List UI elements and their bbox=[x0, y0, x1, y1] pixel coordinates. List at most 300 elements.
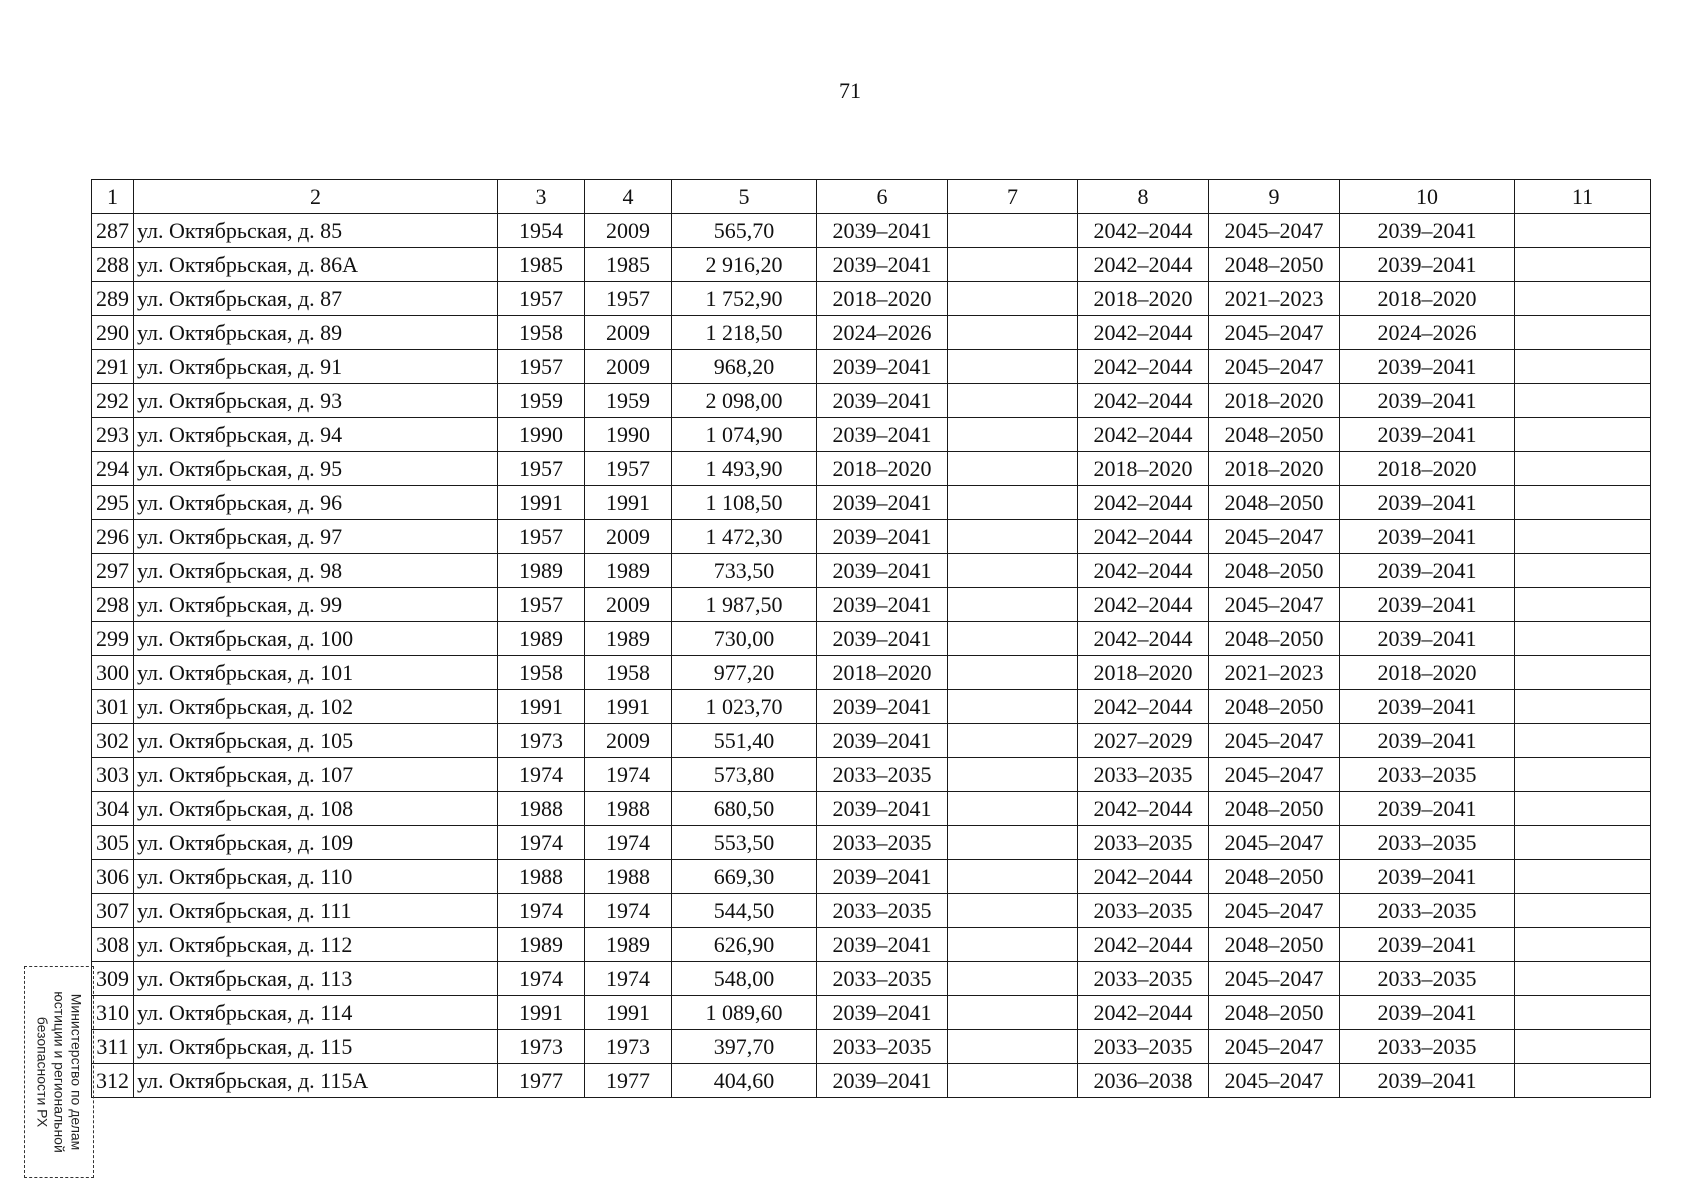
table-cell bbox=[1515, 350, 1651, 384]
number-cell: 298 bbox=[92, 588, 134, 622]
table-cell: 1974 bbox=[585, 894, 672, 928]
table-cell: 2033–2035 bbox=[1340, 894, 1515, 928]
table-cell: 2033–2035 bbox=[1340, 826, 1515, 860]
table-cell: 2039–2041 bbox=[817, 1064, 948, 1098]
table-cell: 1 023,70 bbox=[672, 690, 817, 724]
table-cell: 8 bbox=[1078, 180, 1209, 214]
address-cell: ул. Октябрьская, д. 97 bbox=[134, 520, 498, 554]
table-row bbox=[92, 316, 1651, 350]
table-cell: 2039–2041 bbox=[817, 996, 948, 1030]
table-cell: 2039–2041 bbox=[1340, 520, 1515, 554]
number-cell: 301 bbox=[92, 690, 134, 724]
table-cell: 1 493,90 bbox=[672, 452, 817, 486]
table-row bbox=[92, 928, 1651, 962]
table-cell: 1959 bbox=[585, 384, 672, 418]
table-cell bbox=[948, 928, 1078, 962]
table-cell: 1985 bbox=[585, 248, 672, 282]
table-cell: 1974 bbox=[498, 894, 585, 928]
table-row bbox=[92, 690, 1651, 724]
table-row bbox=[92, 860, 1651, 894]
number-cell: 307 bbox=[92, 894, 134, 928]
table-cell: 2045–2047 bbox=[1209, 724, 1340, 758]
table-row bbox=[92, 554, 1651, 588]
table-cell bbox=[948, 860, 1078, 894]
table-cell: 1974 bbox=[585, 758, 672, 792]
table-cell bbox=[1515, 520, 1651, 554]
table-cell: 2048–2050 bbox=[1209, 418, 1340, 452]
table-cell bbox=[1515, 452, 1651, 486]
table-cell: 553,50 bbox=[672, 826, 817, 860]
table-cell: 2042–2044 bbox=[1078, 792, 1209, 826]
table-cell: 2009 bbox=[585, 214, 672, 248]
table-cell bbox=[1515, 928, 1651, 962]
table-row bbox=[92, 486, 1651, 520]
table-cell: 2033–2035 bbox=[1340, 758, 1515, 792]
number-cell: 309 bbox=[92, 962, 134, 996]
table-row bbox=[92, 894, 1651, 928]
table-row bbox=[92, 214, 1651, 248]
table-cell: 1991 bbox=[498, 690, 585, 724]
table-cell: 2039–2041 bbox=[817, 486, 948, 520]
table-row bbox=[92, 792, 1651, 826]
table-cell: 2039–2041 bbox=[1340, 418, 1515, 452]
table-cell: 1974 bbox=[498, 826, 585, 860]
table-cell: 1989 bbox=[585, 622, 672, 656]
number-cell: 300 bbox=[92, 656, 134, 690]
address-cell: ул. Октябрьская, д. 114 bbox=[134, 996, 498, 1030]
table-cell: 2009 bbox=[585, 316, 672, 350]
table-cell: 1958 bbox=[498, 656, 585, 690]
table-cell: 2042–2044 bbox=[1078, 350, 1209, 384]
table-cell: 544,50 bbox=[672, 894, 817, 928]
table-cell bbox=[948, 996, 1078, 1030]
table-cell: 1988 bbox=[498, 860, 585, 894]
table-cell: 1989 bbox=[498, 622, 585, 656]
table-cell bbox=[948, 1030, 1078, 1064]
address-cell: ул. Октябрьская, д. 115 bbox=[134, 1030, 498, 1064]
table-cell: 2045–2047 bbox=[1209, 826, 1340, 860]
table-row bbox=[92, 656, 1651, 690]
ministry-stamp bbox=[24, 966, 94, 1178]
table-cell: 2033–2035 bbox=[1078, 758, 1209, 792]
table-cell bbox=[948, 520, 1078, 554]
table-cell: 6 bbox=[817, 180, 948, 214]
table-cell: 2048–2050 bbox=[1209, 248, 1340, 282]
number-cell: 1 bbox=[92, 180, 134, 214]
table-cell bbox=[948, 350, 1078, 384]
table-cell: 2027–2029 bbox=[1078, 724, 1209, 758]
table-cell bbox=[1515, 1030, 1651, 1064]
table-cell: 2021–2023 bbox=[1209, 656, 1340, 690]
table-cell: 2018–2020 bbox=[1078, 452, 1209, 486]
table-cell bbox=[1515, 384, 1651, 418]
table-cell bbox=[948, 962, 1078, 996]
table-cell: 2024–2026 bbox=[1340, 316, 1515, 350]
table-cell: 2039–2041 bbox=[1340, 554, 1515, 588]
table-cell bbox=[948, 248, 1078, 282]
table-cell: 1 472,30 bbox=[672, 520, 817, 554]
table-cell: 2 098,00 bbox=[672, 384, 817, 418]
table-cell: 2039–2041 bbox=[1340, 350, 1515, 384]
table-cell: 1958 bbox=[498, 316, 585, 350]
table-cell: 2039–2041 bbox=[817, 860, 948, 894]
table-cell: 2042–2044 bbox=[1078, 928, 1209, 962]
address-cell: ул. Октябрьская, д. 113 bbox=[134, 962, 498, 996]
table-cell: 1957 bbox=[498, 282, 585, 316]
table-cell: 2009 bbox=[585, 520, 672, 554]
address-cell: ул. Октябрьская, д. 110 bbox=[134, 860, 498, 894]
table-row bbox=[92, 384, 1651, 418]
table-cell: 1957 bbox=[498, 350, 585, 384]
table-cell: 1 987,50 bbox=[672, 588, 817, 622]
table-cell: 2042–2044 bbox=[1078, 860, 1209, 894]
table-cell bbox=[948, 384, 1078, 418]
table-cell: 1991 bbox=[585, 690, 672, 724]
stamp-line: юстиции и региональной bbox=[51, 991, 68, 1153]
table-cell bbox=[1515, 792, 1651, 826]
table-cell: 680,50 bbox=[672, 792, 817, 826]
table-cell: 2039–2041 bbox=[1340, 588, 1515, 622]
table-cell bbox=[948, 1064, 1078, 1098]
table-cell: 2009 bbox=[585, 724, 672, 758]
table-cell: 397,70 bbox=[672, 1030, 817, 1064]
table-cell: 2 bbox=[134, 180, 498, 214]
number-cell: 289 bbox=[92, 282, 134, 316]
table-cell: 2042–2044 bbox=[1078, 214, 1209, 248]
table-cell: 1988 bbox=[498, 792, 585, 826]
table-cell: 2042–2044 bbox=[1078, 418, 1209, 452]
table-cell: 2039–2041 bbox=[817, 350, 948, 384]
table-row bbox=[92, 452, 1651, 486]
stamp-line: безопасности РХ bbox=[34, 1016, 51, 1128]
table-cell: 2033–2035 bbox=[1340, 962, 1515, 996]
table-cell: 2039–2041 bbox=[1340, 996, 1515, 1030]
address-cell: ул. Октябрьская, д. 102 bbox=[134, 690, 498, 724]
table-cell: 1974 bbox=[585, 962, 672, 996]
table-cell: 573,80 bbox=[672, 758, 817, 792]
table-cell: 2045–2047 bbox=[1209, 316, 1340, 350]
number-cell: 303 bbox=[92, 758, 134, 792]
number-cell: 297 bbox=[92, 554, 134, 588]
table-cell: 11 bbox=[1515, 180, 1651, 214]
table-cell: 1991 bbox=[498, 486, 585, 520]
table-cell: 730,00 bbox=[672, 622, 817, 656]
table-cell: 2039–2041 bbox=[1340, 622, 1515, 656]
address-cell: ул. Октябрьская, д. 101 bbox=[134, 656, 498, 690]
table-cell bbox=[1515, 588, 1651, 622]
table-cell: 4 bbox=[585, 180, 672, 214]
table-cell: 3 bbox=[498, 180, 585, 214]
table-row bbox=[92, 248, 1651, 282]
table-cell: 2 916,20 bbox=[672, 248, 817, 282]
table-cell: 1 218,50 bbox=[672, 316, 817, 350]
table-cell: 2018–2020 bbox=[817, 282, 948, 316]
table-cell: 2039–2041 bbox=[817, 248, 948, 282]
table-cell: 9 bbox=[1209, 180, 1340, 214]
table-cell bbox=[948, 724, 1078, 758]
table-cell: 2042–2044 bbox=[1078, 588, 1209, 622]
table-cell bbox=[948, 554, 1078, 588]
table-cell bbox=[1515, 962, 1651, 996]
table-cell: 10 bbox=[1340, 180, 1515, 214]
table-cell: 2039–2041 bbox=[1340, 214, 1515, 248]
table-cell bbox=[1515, 486, 1651, 520]
table-cell: 2033–2035 bbox=[817, 962, 948, 996]
table-cell: 2033–2035 bbox=[1078, 962, 1209, 996]
table-cell bbox=[1515, 214, 1651, 248]
table-cell bbox=[948, 758, 1078, 792]
table-cell: 1957 bbox=[585, 452, 672, 486]
table-cell: 1974 bbox=[498, 962, 585, 996]
table-cell: 1959 bbox=[498, 384, 585, 418]
table-cell: 1957 bbox=[498, 452, 585, 486]
table-row bbox=[92, 758, 1651, 792]
table-cell: 2039–2041 bbox=[817, 724, 948, 758]
address-cell: ул. Октябрьская, д. 85 bbox=[134, 214, 498, 248]
table-cell: 1973 bbox=[498, 724, 585, 758]
table-cell: 2042–2044 bbox=[1078, 690, 1209, 724]
number-cell: 312 bbox=[92, 1064, 134, 1098]
table-cell: 2018–2020 bbox=[817, 656, 948, 690]
table-cell: 626,90 bbox=[672, 928, 817, 962]
address-cell: ул. Октябрьская, д. 91 bbox=[134, 350, 498, 384]
table-cell bbox=[948, 486, 1078, 520]
header-row bbox=[92, 180, 1651, 214]
table-cell: 2033–2035 bbox=[1078, 1030, 1209, 1064]
number-cell: 295 bbox=[92, 486, 134, 520]
table-cell: 1991 bbox=[585, 486, 672, 520]
table-cell bbox=[1515, 282, 1651, 316]
table-cell bbox=[1515, 826, 1651, 860]
table-cell: 2009 bbox=[585, 588, 672, 622]
table-cell bbox=[1515, 758, 1651, 792]
table-cell: 977,20 bbox=[672, 656, 817, 690]
table-cell: 1989 bbox=[585, 928, 672, 962]
number-cell: 292 bbox=[92, 384, 134, 418]
table-row bbox=[92, 622, 1651, 656]
number-cell: 291 bbox=[92, 350, 134, 384]
number-cell: 296 bbox=[92, 520, 134, 554]
table-row bbox=[92, 724, 1651, 758]
table-cell: 1989 bbox=[498, 928, 585, 962]
table-cell bbox=[948, 214, 1078, 248]
table-cell: 968,20 bbox=[672, 350, 817, 384]
table-cell: 2018–2020 bbox=[1209, 452, 1340, 486]
table-cell: 2039–2041 bbox=[817, 418, 948, 452]
table-cell: 2033–2035 bbox=[1078, 826, 1209, 860]
table-cell: 2048–2050 bbox=[1209, 792, 1340, 826]
table-cell: 1989 bbox=[498, 554, 585, 588]
table-cell: 2009 bbox=[585, 350, 672, 384]
table-cell: 548,00 bbox=[672, 962, 817, 996]
table-cell: 2042–2044 bbox=[1078, 520, 1209, 554]
table-cell: 669,30 bbox=[672, 860, 817, 894]
table-cell bbox=[1515, 1064, 1651, 1098]
table-cell: 2042–2044 bbox=[1078, 384, 1209, 418]
table-cell: 2039–2041 bbox=[817, 622, 948, 656]
table-cell: 1977 bbox=[585, 1064, 672, 1098]
address-cell: ул. Октябрьская, д. 112 bbox=[134, 928, 498, 962]
table-cell: 2042–2044 bbox=[1078, 486, 1209, 520]
table-cell: 2018–2020 bbox=[1078, 656, 1209, 690]
table-cell: 2045–2047 bbox=[1209, 350, 1340, 384]
number-cell: 304 bbox=[92, 792, 134, 826]
table-cell: 2048–2050 bbox=[1209, 928, 1340, 962]
table-cell: 2039–2041 bbox=[817, 928, 948, 962]
table-body bbox=[92, 180, 1651, 1098]
table-cell: 2045–2047 bbox=[1209, 588, 1340, 622]
table-cell: 1957 bbox=[585, 282, 672, 316]
table-cell: 2039–2041 bbox=[1340, 486, 1515, 520]
table-cell: 2045–2047 bbox=[1209, 214, 1340, 248]
table-row bbox=[92, 1064, 1651, 1098]
table-cell: 2039–2041 bbox=[1340, 690, 1515, 724]
table-cell bbox=[1515, 894, 1651, 928]
stamp-line: Министерство по делам bbox=[68, 993, 85, 1151]
address-cell: ул. Октябрьская, д. 108 bbox=[134, 792, 498, 826]
table-cell bbox=[948, 656, 1078, 690]
address-cell: ул. Октябрьская, д. 100 bbox=[134, 622, 498, 656]
table-cell: 2033–2035 bbox=[817, 758, 948, 792]
address-cell: ул. Октябрьская, д. 95 bbox=[134, 452, 498, 486]
table-cell: 2039–2041 bbox=[1340, 928, 1515, 962]
table-cell bbox=[1515, 316, 1651, 350]
table-cell: 2039–2041 bbox=[817, 554, 948, 588]
table-cell: 1 089,60 bbox=[672, 996, 817, 1030]
address-cell: ул. Октябрьская, д. 115А bbox=[134, 1064, 498, 1098]
table-cell: 2048–2050 bbox=[1209, 622, 1340, 656]
table-cell: 2018–2020 bbox=[1078, 282, 1209, 316]
table-row bbox=[92, 282, 1651, 316]
table-cell: 2033–2035 bbox=[817, 1030, 948, 1064]
table-cell: 551,40 bbox=[672, 724, 817, 758]
table-cell: 2033–2035 bbox=[1340, 1030, 1515, 1064]
table-cell: 2045–2047 bbox=[1209, 520, 1340, 554]
table-cell: 2039–2041 bbox=[817, 384, 948, 418]
table-cell: 1 074,90 bbox=[672, 418, 817, 452]
table-cell bbox=[948, 894, 1078, 928]
address-cell: ул. Октябрьская, д. 109 bbox=[134, 826, 498, 860]
table-cell: 2048–2050 bbox=[1209, 486, 1340, 520]
number-cell: 288 bbox=[92, 248, 134, 282]
table-cell: 5 bbox=[672, 180, 817, 214]
number-cell: 310 bbox=[92, 996, 134, 1030]
table-cell bbox=[948, 316, 1078, 350]
address-cell: ул. Октябрьская, д. 107 bbox=[134, 758, 498, 792]
table-cell: 2018–2020 bbox=[1209, 384, 1340, 418]
table-cell: 2039–2041 bbox=[1340, 860, 1515, 894]
page-number: 71 bbox=[839, 78, 861, 103]
table-cell bbox=[948, 588, 1078, 622]
table-cell: 1991 bbox=[498, 996, 585, 1030]
table-cell: 1989 bbox=[585, 554, 672, 588]
table-cell: 1977 bbox=[498, 1064, 585, 1098]
table-cell bbox=[1515, 554, 1651, 588]
table-cell bbox=[948, 826, 1078, 860]
address-cell: ул. Октябрьская, д. 93 bbox=[134, 384, 498, 418]
table-row bbox=[92, 350, 1651, 384]
table-cell: 733,50 bbox=[672, 554, 817, 588]
table-cell bbox=[1515, 622, 1651, 656]
table-cell: 2048–2050 bbox=[1209, 860, 1340, 894]
table-cell: 2039–2041 bbox=[817, 214, 948, 248]
table-cell: 1958 bbox=[585, 656, 672, 690]
number-cell: 287 bbox=[92, 214, 134, 248]
table-cell: 2039–2041 bbox=[817, 792, 948, 826]
table-cell: 2024–2026 bbox=[817, 316, 948, 350]
table-cell: 7 bbox=[948, 180, 1078, 214]
table-cell bbox=[948, 792, 1078, 826]
table-cell: 1 752,90 bbox=[672, 282, 817, 316]
table-cell: 2018–2020 bbox=[1340, 282, 1515, 316]
table-cell bbox=[948, 452, 1078, 486]
table-row bbox=[92, 962, 1651, 996]
table-row bbox=[92, 1030, 1651, 1064]
table-cell: 2039–2041 bbox=[1340, 248, 1515, 282]
table-cell: 2039–2041 bbox=[817, 690, 948, 724]
table-cell: 1 108,50 bbox=[672, 486, 817, 520]
table-cell: 2048–2050 bbox=[1209, 554, 1340, 588]
table-cell: 1973 bbox=[585, 1030, 672, 1064]
table-cell: 2045–2047 bbox=[1209, 962, 1340, 996]
table-cell: 2042–2044 bbox=[1078, 554, 1209, 588]
address-cell: ул. Октябрьская, д. 111 bbox=[134, 894, 498, 928]
table-cell bbox=[1515, 248, 1651, 282]
table-cell bbox=[1515, 418, 1651, 452]
address-cell: ул. Октябрьская, д. 96 bbox=[134, 486, 498, 520]
table-cell bbox=[948, 418, 1078, 452]
number-cell: 305 bbox=[92, 826, 134, 860]
table-cell: 2018–2020 bbox=[817, 452, 948, 486]
table-cell: 2042–2044 bbox=[1078, 248, 1209, 282]
table-cell bbox=[1515, 860, 1651, 894]
number-cell: 299 bbox=[92, 622, 134, 656]
table-cell: 1974 bbox=[585, 826, 672, 860]
address-cell: ул. Октябрьская, д. 94 bbox=[134, 418, 498, 452]
table-cell bbox=[948, 622, 1078, 656]
table-cell: 2048–2050 bbox=[1209, 996, 1340, 1030]
table-cell bbox=[1515, 996, 1651, 1030]
table-cell: 404,60 bbox=[672, 1064, 817, 1098]
table-cell: 2039–2041 bbox=[817, 520, 948, 554]
table-cell: 2042–2044 bbox=[1078, 622, 1209, 656]
table-cell: 2021–2023 bbox=[1209, 282, 1340, 316]
address-cell: ул. Октябрьская, д. 105 bbox=[134, 724, 498, 758]
table-cell: 2042–2044 bbox=[1078, 996, 1209, 1030]
address-cell: ул. Октябрьская, д. 89 bbox=[134, 316, 498, 350]
address-cell: ул. Октябрьская, д. 86А bbox=[134, 248, 498, 282]
table-cell: 2045–2047 bbox=[1209, 894, 1340, 928]
table-cell: 1991 bbox=[585, 996, 672, 1030]
table-cell: 2045–2047 bbox=[1209, 1030, 1340, 1064]
table-cell: 565,70 bbox=[672, 214, 817, 248]
table-cell: 1957 bbox=[498, 520, 585, 554]
table-cell: 2039–2041 bbox=[1340, 384, 1515, 418]
table-cell: 2018–2020 bbox=[1340, 656, 1515, 690]
table-cell: 1974 bbox=[498, 758, 585, 792]
number-cell: 294 bbox=[92, 452, 134, 486]
number-cell: 302 bbox=[92, 724, 134, 758]
table-cell: 2033–2035 bbox=[817, 826, 948, 860]
table-cell bbox=[1515, 690, 1651, 724]
table-cell: 2018–2020 bbox=[1340, 452, 1515, 486]
table-cell: 2045–2047 bbox=[1209, 758, 1340, 792]
table-cell: 2039–2041 bbox=[817, 588, 948, 622]
table-cell: 1990 bbox=[585, 418, 672, 452]
table-cell: 2045–2047 bbox=[1209, 1064, 1340, 1098]
table-cell: 2039–2041 bbox=[1340, 724, 1515, 758]
table-cell: 1985 bbox=[498, 248, 585, 282]
